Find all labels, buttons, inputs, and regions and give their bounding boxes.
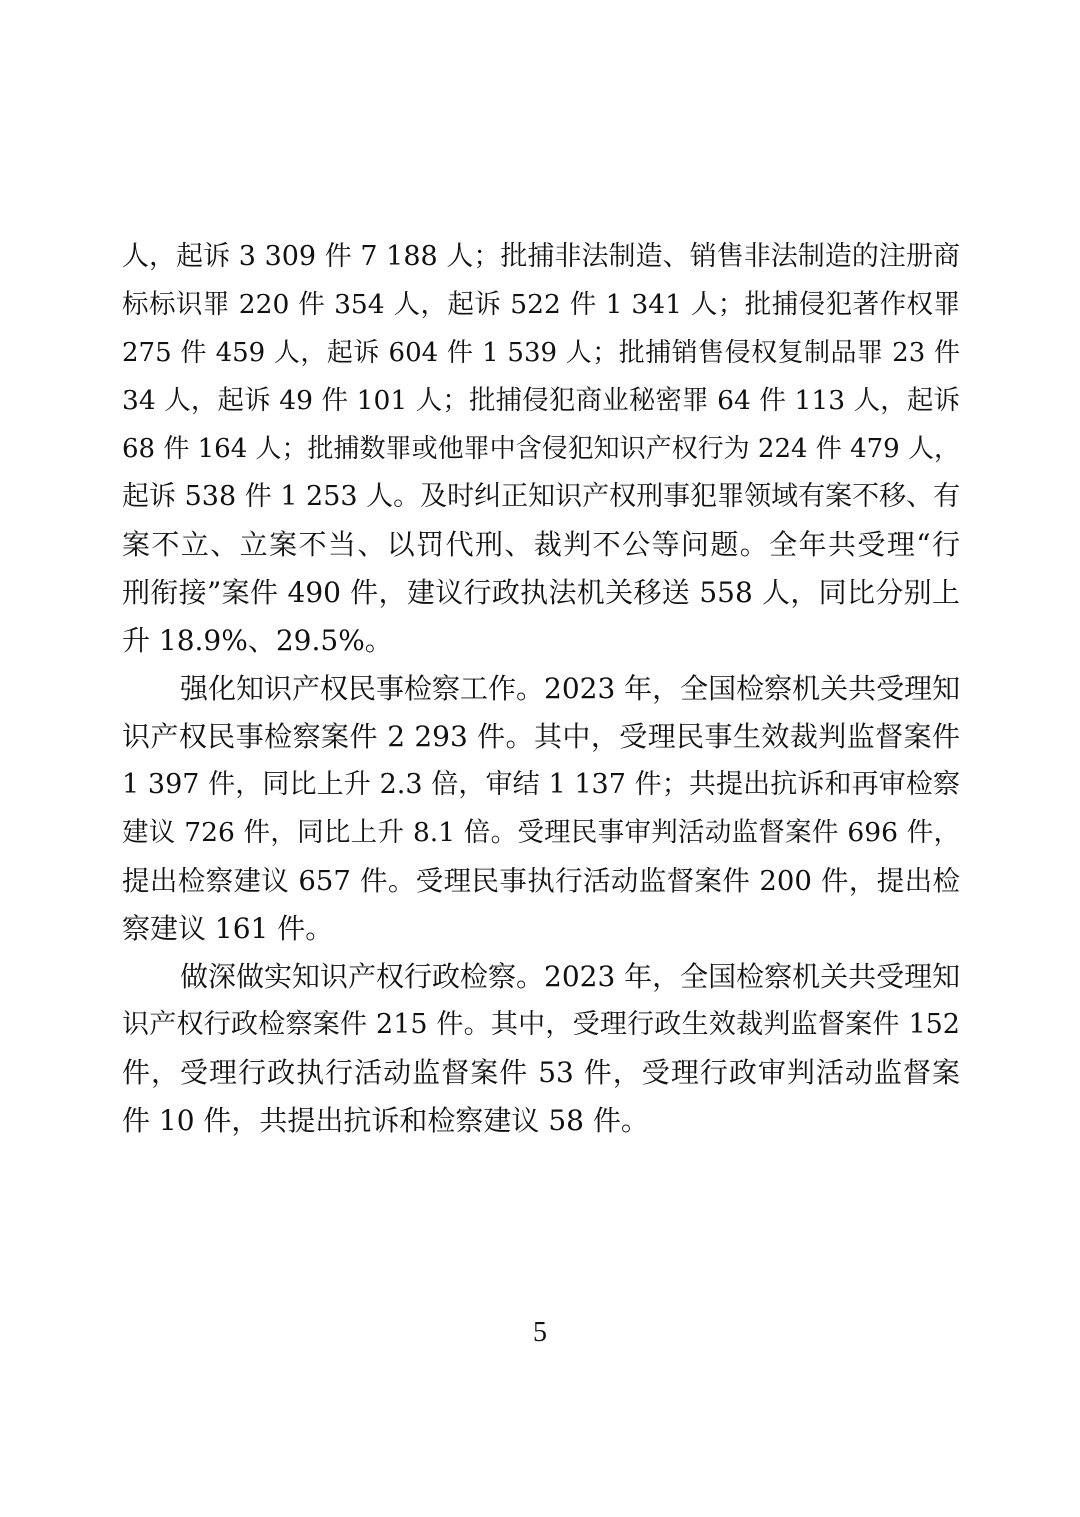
text-line: 识产权民事检察案件 2 293 件。其中，受理民事生效裁判监督案件 xyxy=(122,720,960,753)
text-line: 件，受理行政执行活动监督案件 53 件，受理行政审判活动监督案 xyxy=(122,1056,960,1089)
paragraph-first-line: 做深做实知识产权行政检察。2023 年，全国检察机关共受理知 xyxy=(180,960,961,993)
text-line: 标标识罪 220 件 354 人，起诉 522 件 1 341 人；批捕侵犯著作权罪 xyxy=(122,289,960,320)
page-number: 5 xyxy=(533,1317,547,1348)
text-line: 起诉 538 件 1 253 人。及时纠正知识产权刑事犯罪领域有案不移、有 xyxy=(122,481,961,512)
body-text xyxy=(122,233,960,1145)
text-line: 刑衔接”案件 490 件，建议行政执法机关移送 558 人，同比分别上 xyxy=(122,576,960,609)
text-line: 建议 726 件，同比上升 8.1 倍。受理民事审判活动监督案件 696 件， xyxy=(122,817,960,848)
text-line: 人，起诉 3 309 件 7 188 人；批捕非法制造、销售非法制造的注册商 xyxy=(122,241,960,272)
text-line: 1 397 件，同比上升 2.3 倍，审结 1 137 件；共提出抗诉和再审检察 xyxy=(122,769,960,800)
text-line: 件 10 件，共提出抗诉和检察建议 58 件。 xyxy=(122,1104,649,1137)
text-line: 察建议 161 件。 xyxy=(122,912,334,945)
paragraph-first-line: 强化知识产权民事检察工作。2023 年，全国检察机关共受理知 xyxy=(180,672,961,705)
text-line: 升 18.9%、29.5%。 xyxy=(122,624,393,657)
text-line: 34 人，起诉 49 件 101 人；批捕侵犯商业秘密罪 64 件 113 人，起诉 xyxy=(122,385,960,416)
text-line: 提出检察建议 657 件。受理民事执行活动监督案件 200 件，提出检 xyxy=(122,865,960,897)
text-line: 识产权行政检察案件 215 件。其中，受理行政生效裁判监督案件 152 xyxy=(122,1009,960,1040)
text-line: 案不立、立案不当、以罚代刑、裁判不公等问题。全年共受理“行 xyxy=(122,528,960,561)
text-line: 68 件 164 人；批捕数罪或他罪中含侵犯知识产权行为 224 件 479 人， xyxy=(122,434,960,464)
text-line: 275 件 459 人，起诉 604 件 1 539 人；批捕销售侵权复制品罪 23 件 xyxy=(122,338,960,368)
